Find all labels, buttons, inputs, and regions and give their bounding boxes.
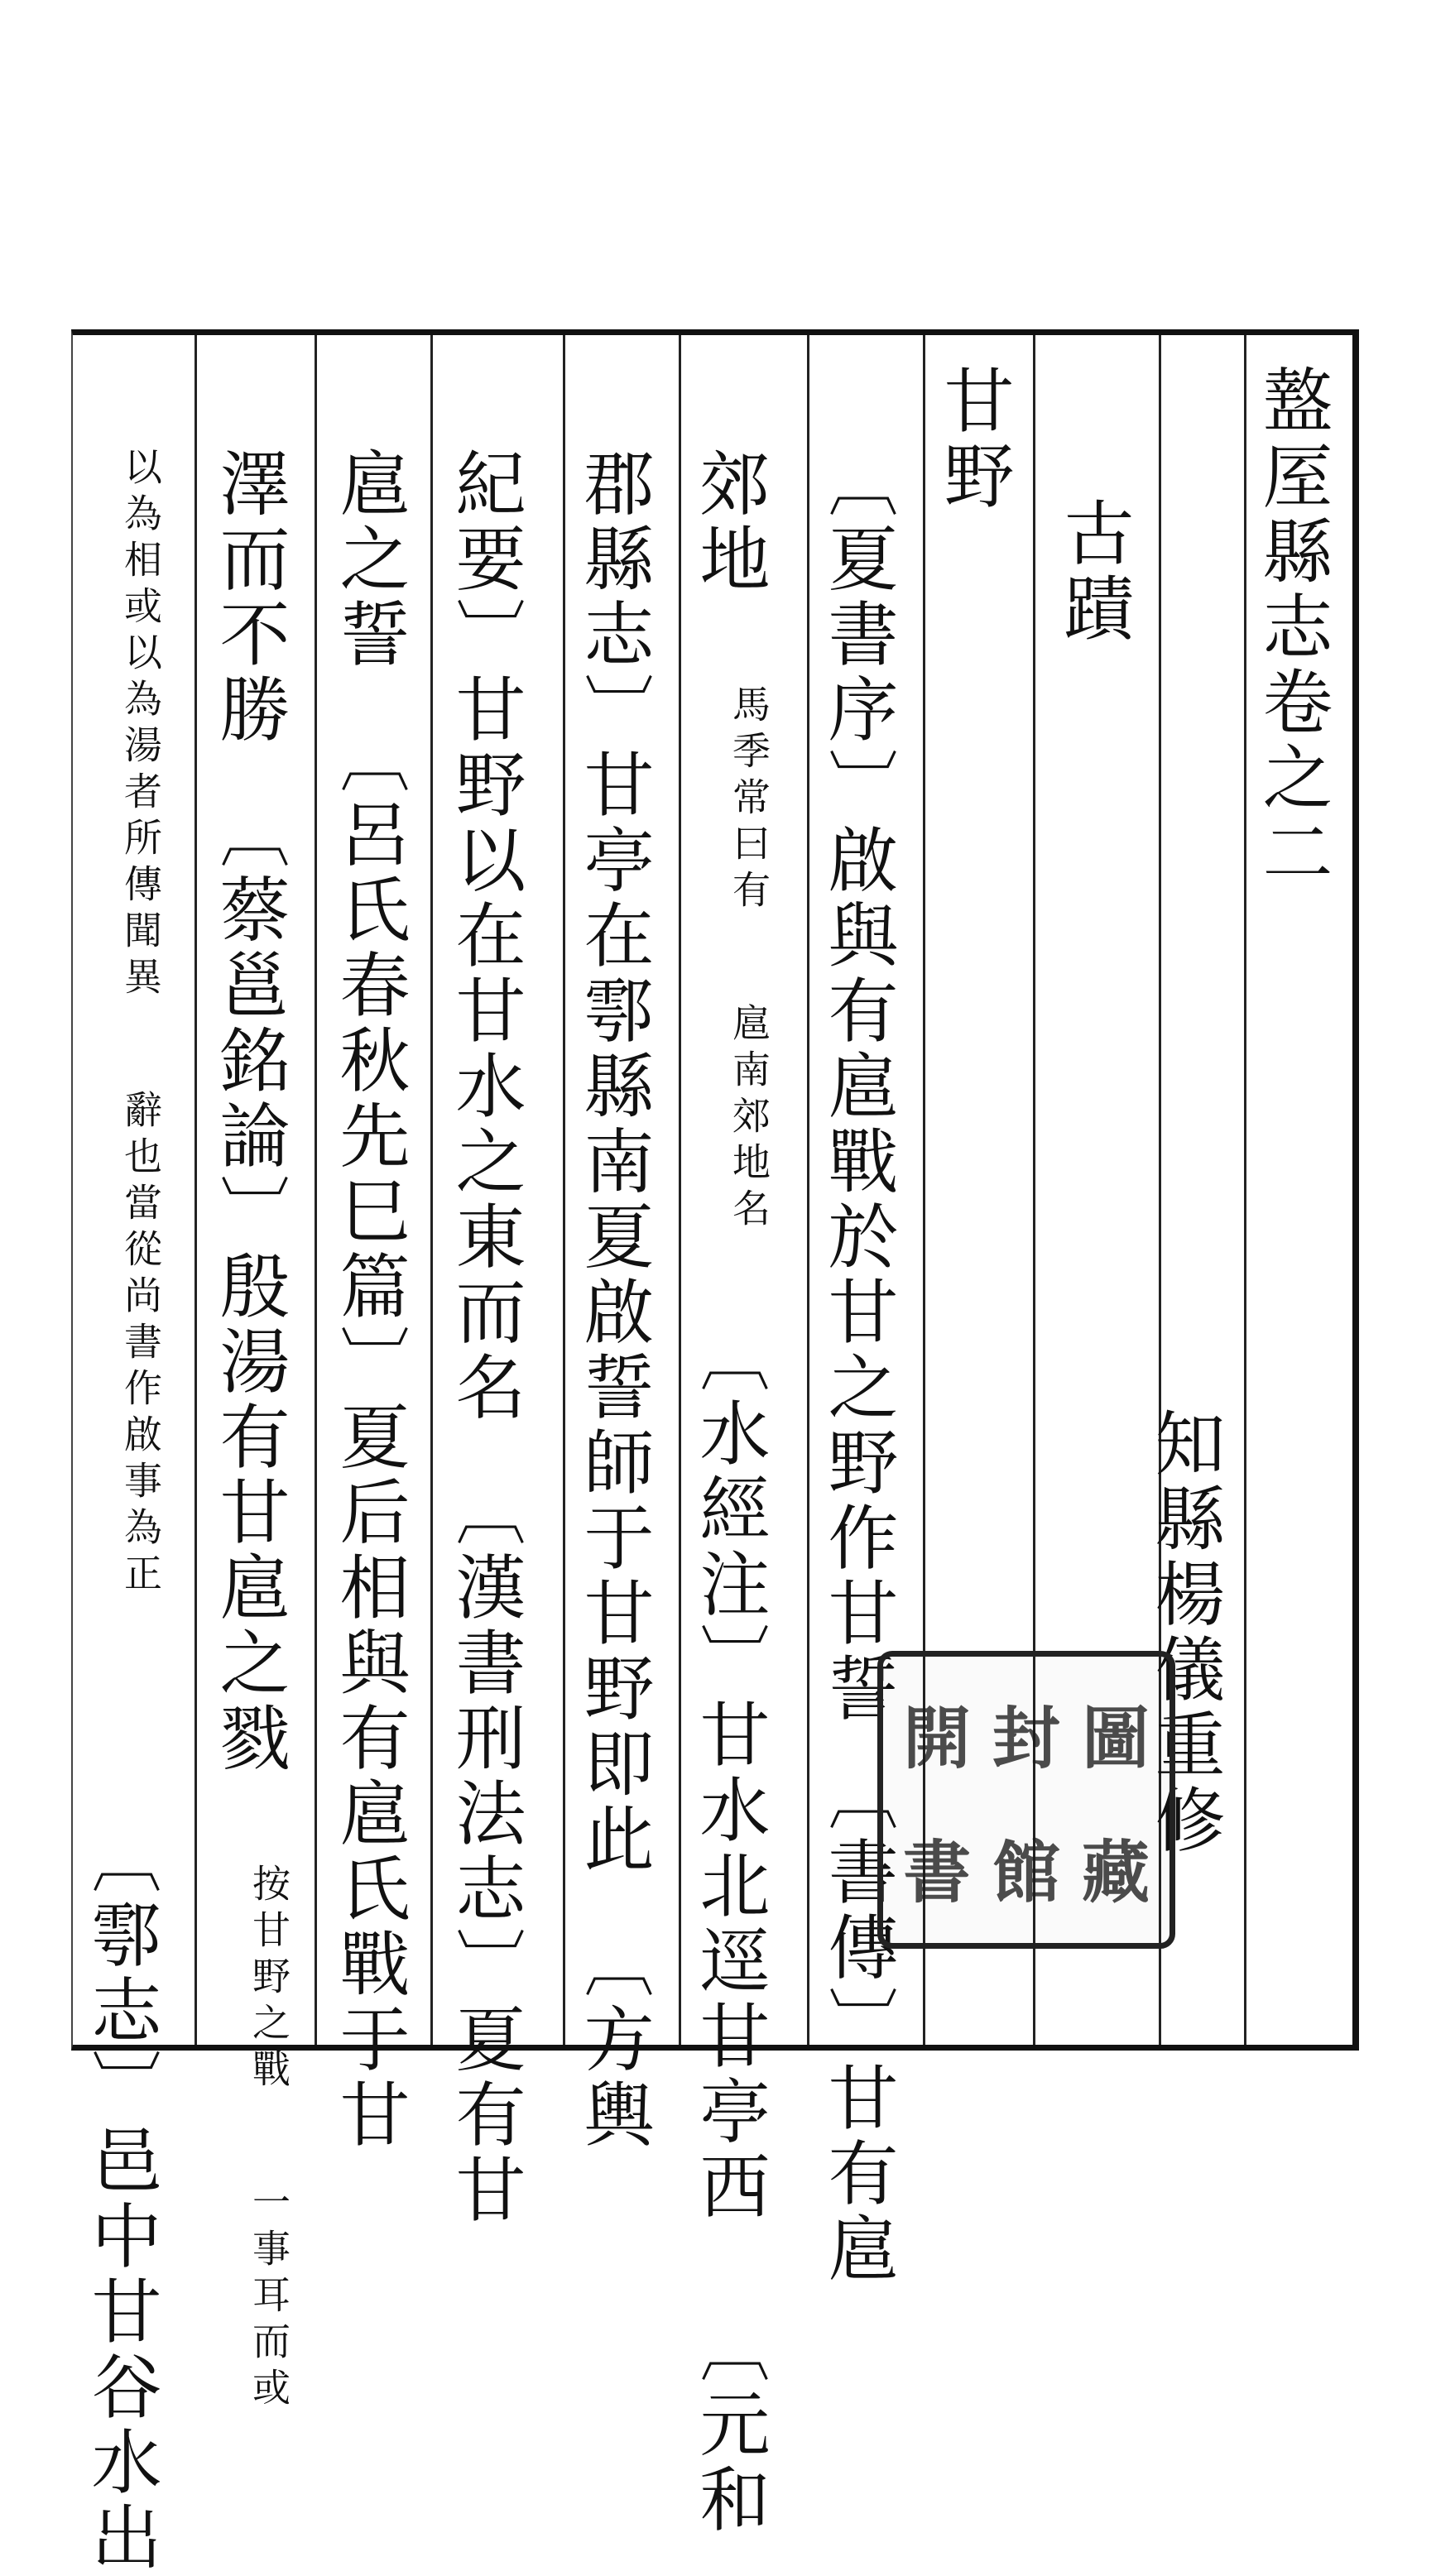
column-text: 郊地 [688,447,770,597]
annotation-left: 一事耳而或 [247,2182,291,2414]
column-text: 扈之誓 [328,447,410,673]
compiler-line: 知縣楊儀重修 [1143,1407,1225,1859]
column-text: 郡縣志〕甘亭在鄠縣南夏啟誓師于甘野即此 [572,447,654,1878]
text-column-1 [815,447,898,2287]
text-column-7 [79,447,161,2576]
column-rule [563,335,565,2045]
column-text: 〔呂氏春秋先巳篇〕夏后相與有扈氏戰于甘 [328,722,410,2153]
section-heading: 古蹟 [1052,496,1134,647]
annotation-left: 扈南郊地名 [727,1003,771,1235]
annotation-block [207,1864,290,2414]
annotation-left: 辭也當從尚書作啟事為正 [118,1090,163,1600]
annotation-right: 以為相或以為湯者所傳聞異 [118,447,163,1003]
column-rule [1244,335,1246,2045]
column-text: 〔夏書序〕啟與有扈戰於甘之野作甘誓 [816,447,898,1727]
text-column-5 [327,447,410,2153]
volume-title: 盩厔縣志卷之二 [1251,364,1333,891]
column-rule [679,335,681,2045]
column-text: 紀要〕甘野以在甘水之東而名 [444,447,526,1426]
subject-heading: 甘野 [932,364,1014,515]
text-column-6 [207,447,290,2414]
annotation-block [79,447,161,1600]
annotation-block [687,684,770,1235]
column-text: 澤而不勝 [208,447,290,748]
column-text: 〔鄠志〕邑中甘谷水出 [79,1823,161,2576]
column-rule [195,335,197,2045]
column-rule [315,335,317,2045]
text-column-2 [687,447,770,2538]
column-text: 〔元和 [688,2312,770,2538]
annotation-right: 馬季常曰有 [727,684,771,916]
library-seal-stamp: 開 封 圖 書 館 藏 [877,1651,1175,1949]
column-text: 〔蔡邕銘論〕殷湯有甘扈之戮 [208,798,290,1777]
column-rule [807,335,809,2045]
column-text: 〔書傳〕甘有扈 [816,1760,898,2287]
text-column-4 [443,447,526,2228]
column-text: 〔方輿 [572,1927,654,2153]
text-column-3 [571,447,654,2153]
column-text: 〔水經注〕甘水北逕甘亭西 [688,1322,770,2225]
column-rule [430,335,433,2045]
annotation-right: 按甘野之戰 [247,1864,291,2095]
column-text: 〔漢書刑法志〕夏有甘 [444,1475,526,2228]
